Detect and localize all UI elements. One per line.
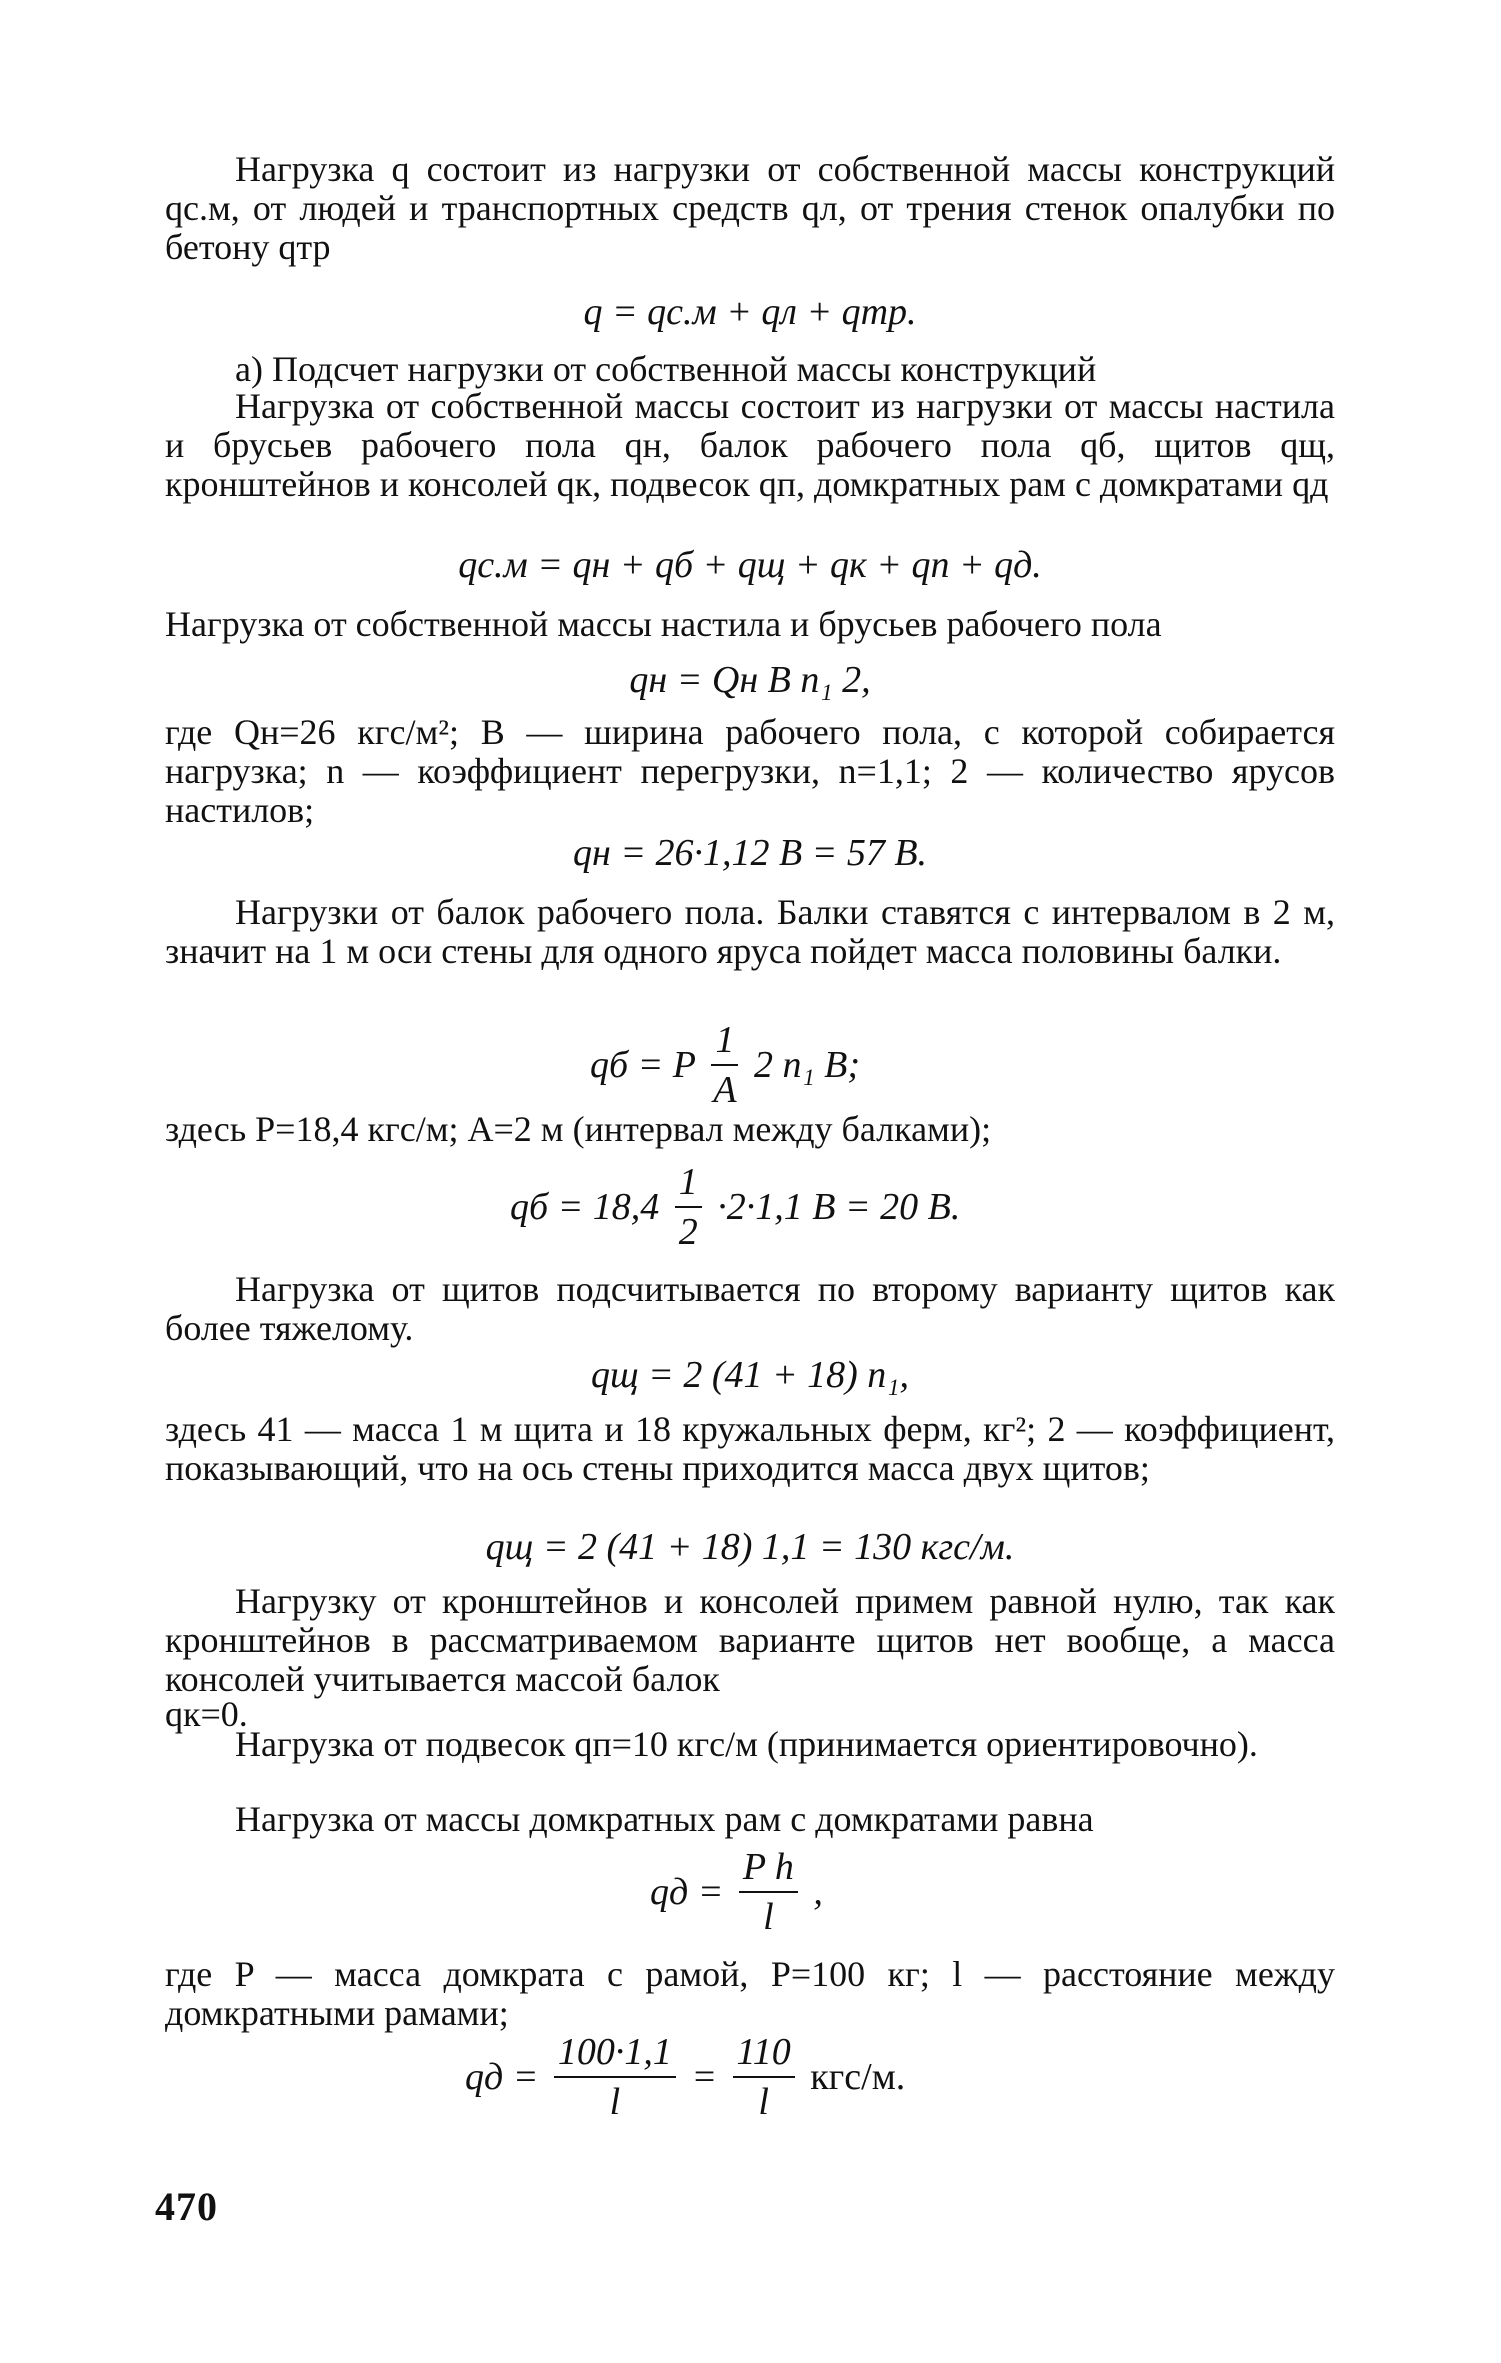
fraction-denominator: l (758, 2081, 769, 2123)
paragraph-jack-where: где P — масса домкрата с рамой, P=100 кг; l — расстояние между домкратными рамами; (165, 1954, 1335, 2033)
equation-beam-value (510, 1160, 960, 1254)
fraction-beam-value (675, 1160, 702, 1254)
equation-beam-lhs: qб = P (590, 1044, 696, 1086)
paragraph-panel-load: Нагрузка от щитов подсчитывается по второму варианту щитов как более тяжелому. (165, 1269, 1335, 1348)
equation-jack-rhs: , (813, 1871, 823, 1913)
equation-beam-load (590, 1018, 860, 1112)
equation-decking-load: qн = Qн B n₁ 2, (629, 659, 871, 701)
fraction-denominator: l (763, 1896, 774, 1938)
fraction-denominator: l (609, 2081, 621, 2123)
fraction-numerator: 1 (711, 1018, 738, 1066)
fraction-beam (711, 1018, 738, 1112)
page-number: 470 (155, 2184, 218, 2229)
fraction-numerator: P h (739, 1845, 798, 1893)
equation-total-load: q = qс.м + qл + qтр. (583, 291, 917, 333)
equation-panel-load: qщ = 2 (41 + 18) n₁, (591, 1354, 909, 1396)
fraction-jack-value-2 (733, 2030, 795, 2124)
equation-brackets-zero: qк=0. (165, 1694, 248, 1734)
equation-beam-value-rhs: ·2·1,1 B = 20 B. (717, 1186, 961, 1228)
paragraph-brackets-load: Нагрузку от кронштейнов и консолей примем равной нулю, так как кронштейнов в рассматриваемом варианте щитов нет вообще, а масса консолей учитывается массой балок (165, 1581, 1335, 1699)
fraction-numerator: 110 (733, 2030, 795, 2078)
fraction-numerator: 100·1,1 (554, 2030, 676, 2078)
paragraph-load-composition: Нагрузка q состоит из нагрузки от собственной массы конструкций qс.м, от людей и транспортных средств qл, от трения стенок опалубки по бетону qтр (165, 149, 1335, 267)
paragraph-panel-where: здесь 41 — масса 1 м щита и 18 кружальных ферм, кг²; 2 — коэффициент, показывающий, что на ось стены приходится масса двух щитов; (165, 1409, 1335, 1488)
equation-jack-value-lhs: qд = (465, 2056, 539, 2098)
equation-jack-load (650, 1845, 823, 1939)
equation-beam-rhs: 2 n₁ B; (753, 1044, 861, 1086)
fraction-denominator: A (713, 1069, 737, 1111)
equation-own-weight-sum: qс.м = qн + qб + qщ + qк + qп + qд. (458, 544, 1042, 586)
fraction-denominator: 2 (678, 1211, 698, 1253)
equation-decking-value: qн = 26·1,12 B = 57 B. (572, 832, 928, 874)
section-heading-own-weight: а) Подсчет нагрузки от собственной массы конструкций (235, 349, 1097, 389)
paragraph-own-weight-components: Нагрузка от собственной массы состоит из нагрузки от массы настила и брусьев рабочего пола qн, балок рабочего пола qб, щитов qщ, кронштейнов и консолей qк, подвесок qп, домкратных рам с домкратами qд (165, 386, 1335, 504)
paragraph-hangers-load: Нагрузка от подвесок qп=10 кгс/м (принимается ориентировочно). (235, 1724, 1258, 1764)
paragraph-decking-where: где Qн=26 кгс/м²; B — ширина рабочего пола, с которой собирается нагрузка; n — коэффициент перегрузки, n=1,1; 2 — количество ярусов настилов; (165, 712, 1335, 830)
paragraph-beam-load: Нагрузки от балок рабочего пола. Балки ставятся с интервалом в 2 м, значит на 1 м оси стены для одного яруса пойдет масса половины балки. (165, 892, 1335, 971)
equation-panel-value: qщ = 2 (41 + 18) 1,1 = 130 кгс/м. (485, 1526, 1015, 1568)
equation-jack-value-unit: кгс/м. (810, 2056, 906, 2098)
fraction-jack (739, 1845, 798, 1939)
equation-jack-value (465, 2030, 905, 2124)
paragraph-jack-load: Нагрузка от массы домкратных рам с домкратами равна (235, 1799, 1094, 1839)
paragraph-beam-where: здесь P=18,4 кгс/м; A=2 м (интервал между балками); (165, 1109, 992, 1149)
equation-jack-lhs: qд = (650, 1871, 724, 1913)
fraction-numerator: 1 (675, 1160, 702, 1208)
fraction-jack-value-1 (554, 2030, 676, 2124)
equation-beam-value-lhs: qб = 18,4 (510, 1186, 660, 1228)
equation-equals-sign: = (691, 2056, 718, 2098)
paragraph-decking-load: Нагрузка от собственной массы настила и брусьев рабочего пола (165, 604, 1162, 644)
